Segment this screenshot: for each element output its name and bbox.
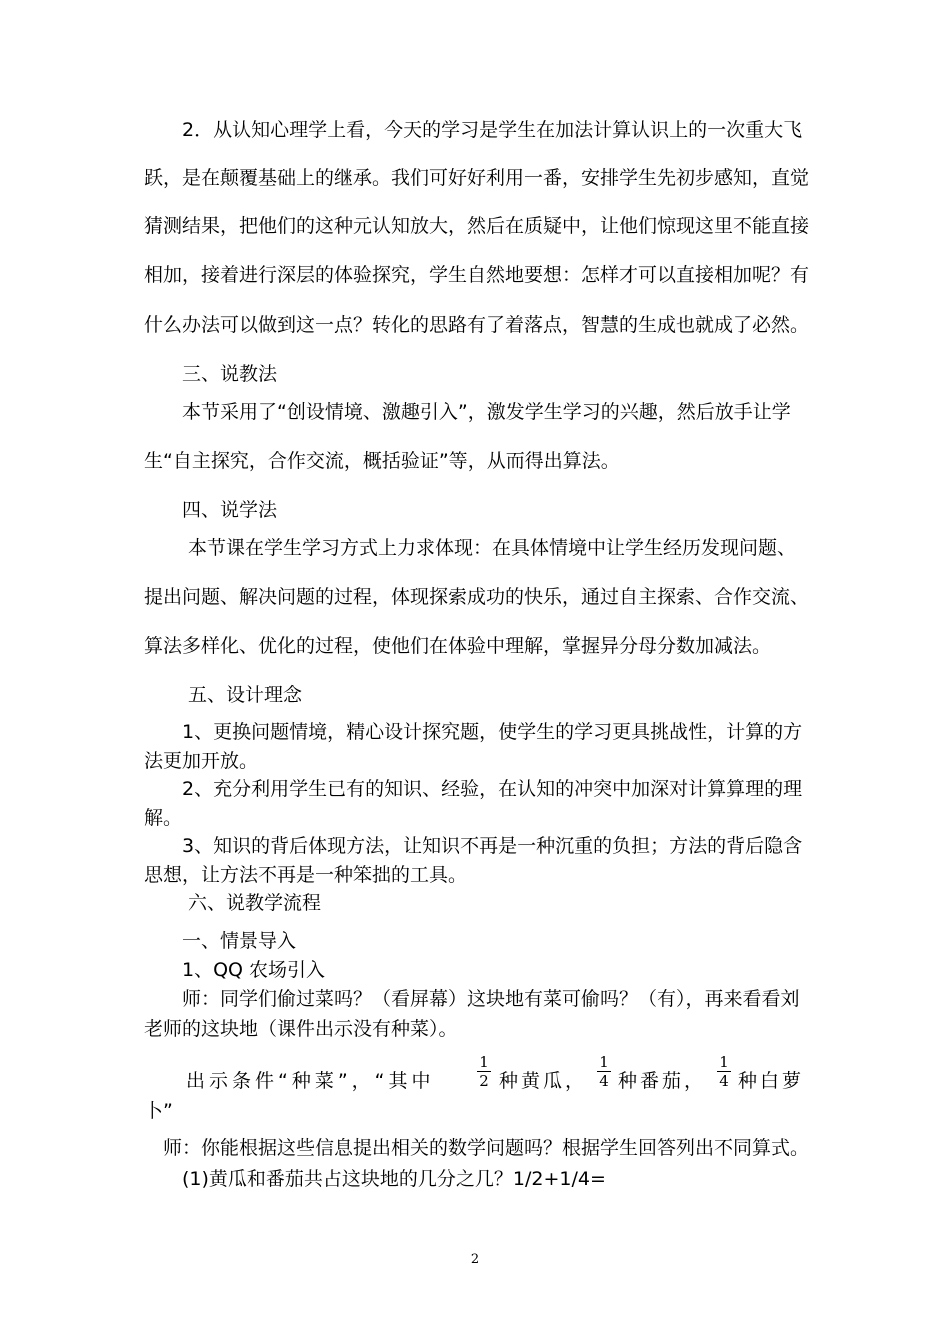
paragraph-line: 师：同学们偷过菜吗？（看屏幕）这块地有菜可偷吗？（有），再来看看刘 bbox=[144, 988, 800, 1010]
fraction-denominator: 2 bbox=[479, 1072, 489, 1090]
paragraph-line: 生“自主探究，合作交流，概括验证”等，从而得出算法。 bbox=[144, 450, 620, 472]
paragraph-line: 解。 bbox=[144, 807, 183, 829]
fraction-line-text: 种白萝 bbox=[738, 1070, 805, 1092]
paragraph-line: 法更加开放。 bbox=[144, 750, 259, 772]
fraction-line-text: 种黄瓜， bbox=[499, 1070, 588, 1092]
paragraph-line: 老师的这块地（课件出示没有种菜）。 bbox=[144, 1018, 458, 1040]
page-number: 2 bbox=[470, 1252, 480, 1267]
fraction-numerator: 1 bbox=[477, 1053, 491, 1072]
fraction-denominator: 4 bbox=[599, 1072, 609, 1090]
paragraph-line: 1、QQ 农场引入 bbox=[144, 959, 326, 981]
paragraph-line: 师：你能根据这些信息提出相关的数学问题吗？根据学生回答列出不同算式。 bbox=[144, 1137, 810, 1159]
fraction-denominator: 4 bbox=[719, 1072, 729, 1090]
section-heading: 六、说教学流程 bbox=[144, 892, 322, 914]
section-heading: 一、情景导入 bbox=[144, 930, 297, 952]
section-heading: 五、设计理念 bbox=[144, 684, 303, 706]
paragraph-line: 本节课在学生学习方式上力求体现：在具体情境中让学生经历发现问题、 bbox=[144, 537, 797, 559]
paragraph-line: 相加，接着进行深层的体验探究，学生自然地要想：怎样才可以直接相加呢？有 bbox=[144, 264, 810, 286]
paragraph-line: 提出问题、解决问题的过程，体现探索成功的快乐，通过自主探索、合作交流、 bbox=[144, 586, 810, 608]
paragraph-line: 算法多样化、优化的过程，使他们在体验中理解，掌握异分母分数加减法。 bbox=[144, 635, 772, 657]
paragraph-line: 3、知识的背后体现方法，让知识不再是一种沉重的负担；方法的背后隐含 bbox=[144, 835, 803, 857]
paragraph-line: 什么办法可以做到这一点？转化的思路有了着落点，智慧的生成也就成了必然。 bbox=[144, 314, 810, 336]
paragraph-line: 2、充分利用学生已有的知识、经验，在认知的冲突中加深对计算算理的理 bbox=[144, 778, 803, 800]
fraction-line-text: 出示条件“种菜”，“其中 bbox=[186, 1070, 435, 1092]
fraction bbox=[597, 1053, 611, 1090]
paragraph-line: 跃，是在颠覆基础上的继承。我们可好好利用一番，安排学生先初步感知，直觉 bbox=[144, 167, 810, 189]
paragraph-line: 思想，让方法不再是一种笨拙的工具。 bbox=[144, 864, 468, 886]
paragraph-line: 本节采用了“创设情境、激趣引入”，激发学生学习的兴趣，然后放手让学 bbox=[144, 401, 791, 423]
paragraph-line: (1)黄瓜和番茄共占这块地的几分之几？1/2+1/4= bbox=[144, 1168, 606, 1190]
fraction bbox=[717, 1053, 731, 1090]
fraction-numerator: 1 bbox=[597, 1053, 611, 1072]
section-heading: 三、说教法 bbox=[144, 363, 278, 385]
fraction-line bbox=[144, 1053, 810, 1103]
fraction bbox=[477, 1053, 491, 1090]
paragraph-line: 2．从认知心理学上看，今天的学习是学生在加法计算认识上的一次重大飞 bbox=[144, 119, 803, 141]
paragraph-line: 卜” bbox=[144, 1100, 173, 1122]
paragraph-line: 1、更换问题情境，精心设计探究题，使学生的学习更具挑战性，计算的方 bbox=[144, 721, 803, 743]
section-heading: 四、说学法 bbox=[144, 499, 278, 521]
paragraph-line: 猜测结果，把他们的这种元认知放大，然后在质疑中，让他们惊现这里不能直接 bbox=[144, 215, 810, 237]
fraction-numerator: 1 bbox=[717, 1053, 731, 1072]
fraction-line-text: 种番茄， bbox=[618, 1070, 707, 1092]
